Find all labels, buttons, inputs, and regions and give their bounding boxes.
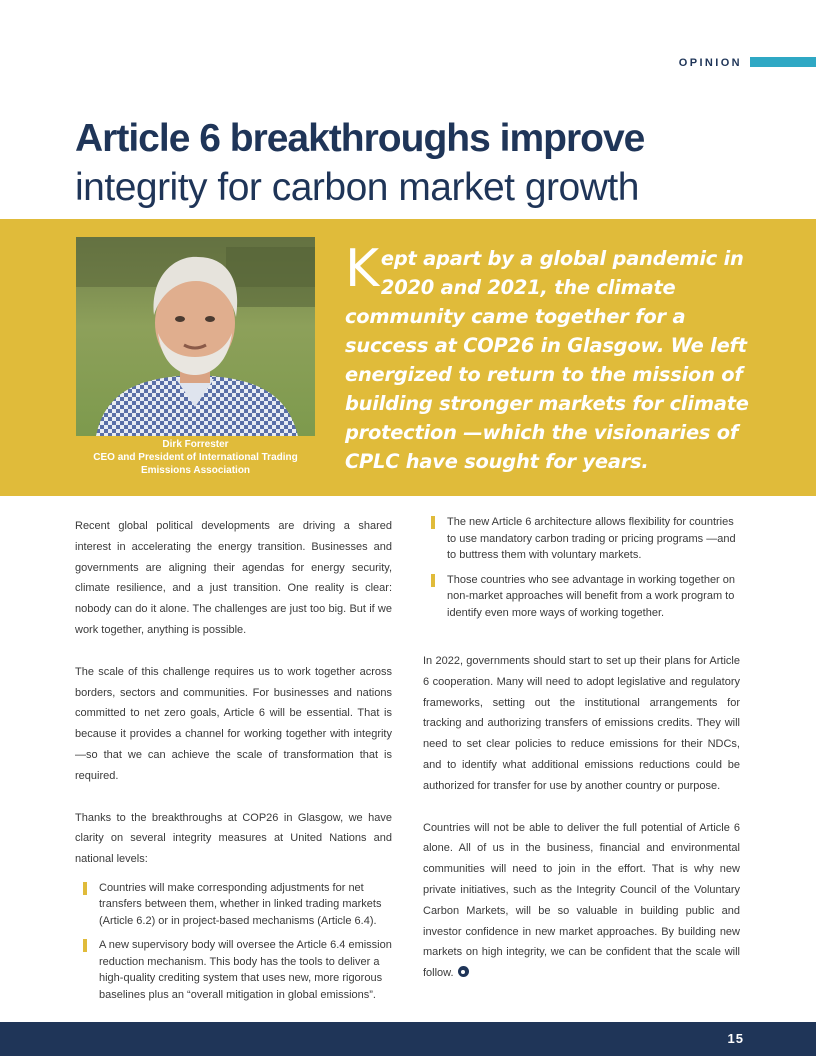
body-column-left	[75, 516, 392, 1027]
paragraph: Thanks to the breakthroughs at COP26 in Glasgow, we have clarity on several integrity measures at United Nations and national levels:	[75, 811, 392, 866]
caption-name: Dirk Forrester	[162, 439, 229, 450]
end-of-article-icon	[458, 966, 469, 977]
list-item	[423, 572, 740, 622]
list-item	[75, 880, 392, 930]
paragraph	[423, 818, 740, 984]
caption-role: CEO and President of International Trading Emissions Association	[93, 452, 298, 476]
list-item	[75, 937, 392, 1003]
section-accent-bar	[750, 57, 816, 67]
article6-list	[423, 514, 740, 621]
article-title-light: integrity for carbon market growth	[75, 166, 639, 209]
paragraph: Recent global political developments are driving a shared interest in accelerating the energy transition. Businesses and governments are aligning their agendas for energy security, climate resilience, and a just transition. One reality is clear: nobody can do it alone. The challenges are just too big. But if we work together, anything is possible.	[75, 520, 392, 636]
integrity-measures-list	[75, 880, 392, 1004]
quote-text: ept apart by a global pandemic in 2020 and 2021, the climate community came together for a success at COP26 in Glasgow. We left energized to return to the mission of building stronger markets for climate protection —which the visionaries of CPLC have sought for years.	[345, 247, 749, 473]
paragraph: The scale of this challenge requires us to work together across borders, sectors and communities. For businesses and nations committed to net zero goals, Article 6 will be essential. That is because it provides a channel for working together with integrity—so that we can achieve the scale of transformation that is required.	[75, 665, 392, 782]
section-label: OPINION	[678, 57, 742, 69]
page-footer	[0, 1022, 816, 1056]
list-item-text: Those countries who see advantage in working together on non-market approaches will benefit from a work program to identify even more ways of working together.	[447, 573, 736, 619]
portrait-photo	[76, 237, 315, 436]
list-item	[423, 514, 740, 564]
pull-quote	[345, 239, 765, 476]
list-item-text: The new Article 6 architecture allows flexibility for countries to use mandatory carbon trading or pricing programs —and to buttress them with voluntary markets.	[447, 516, 736, 561]
bullet-marker	[83, 939, 87, 952]
body-column-right	[423, 514, 740, 1005]
bullet-marker	[431, 574, 435, 587]
bullet-marker	[431, 516, 435, 529]
photo-caption	[76, 438, 315, 477]
list-item-text: A new supervisory body will oversee the Article 6.4 emission reduction mechanism. This body has the tools to deliver a high-quality crediting system that uses new, more rigorous baselines plus an “overall mitigation in global emissions”.	[99, 939, 392, 1001]
article-title-bold: Article 6 breakthroughs improve	[75, 117, 645, 160]
paragraph-text: Countries will not be able to deliver the full potential of Article 6 alone. All of us in the business, financial and environmental communities will need to join in the effort. That is why new private initiatives, such as the Integrity Council of the Voluntary Carbon Markets, will be so valuable in building public and investor confidence in new market approaches. By building new markets on high integrity, we can be confident that the scale will follow.	[423, 821, 740, 980]
quote-drop-cap: K	[345, 239, 379, 299]
paragraph: In 2022, governments should start to set up their plans for Article 6 cooperation. Many will need to adopt legislative and regulatory frameworks, setting out the institutional arrangements for tracking and authorizing transfers of emissions credits. They will need to set clear policies to reduce emissions for their NDCs, and to identify what additional emissions reductions could be authorized for transfer for use by another country or purpose.	[423, 655, 740, 792]
bullet-marker	[83, 882, 87, 895]
page-number: 15	[727, 1031, 744, 1046]
list-item-text: Countries will make corresponding adjustments for net transfers between them, whether in linked trading markets (Article 6.2) or in project-based mechanisms (Article 6.4).	[99, 881, 382, 927]
